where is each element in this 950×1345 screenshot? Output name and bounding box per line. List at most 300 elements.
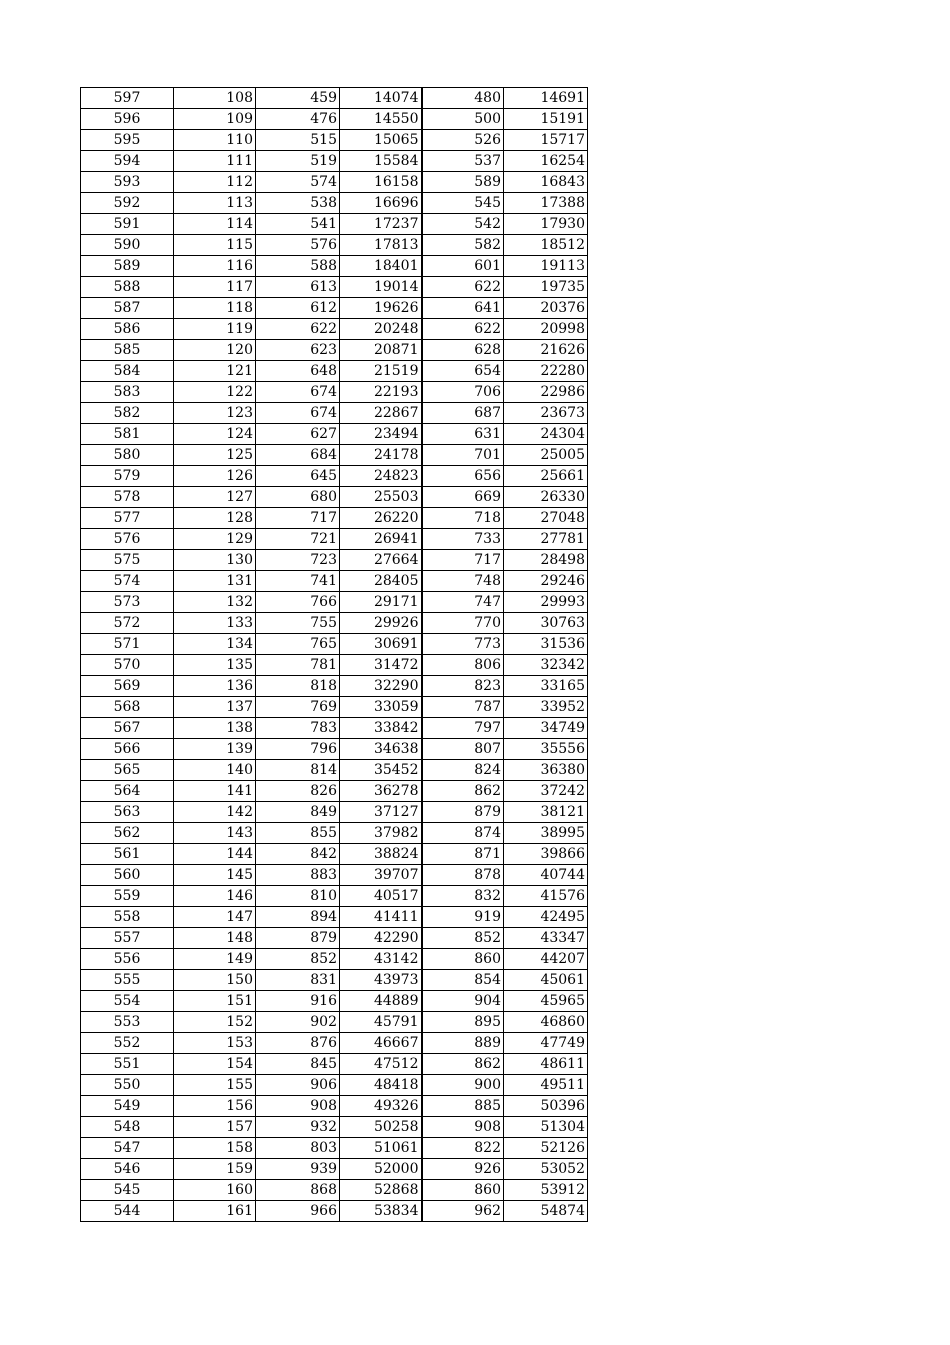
table-cell: 136 [174, 676, 256, 697]
table-row [81, 550, 588, 571]
table-cell: 33952 [504, 697, 588, 718]
table-cell: 155 [174, 1075, 256, 1096]
table-cell: 589 [81, 256, 174, 277]
table-cell: 572 [81, 613, 174, 634]
table-row [81, 697, 588, 718]
table-cell: 21519 [340, 361, 422, 382]
table-cell: 142 [174, 802, 256, 823]
table-cell: 581 [81, 424, 174, 445]
table-cell: 916 [256, 991, 340, 1012]
table-cell: 17813 [340, 235, 422, 256]
table-cell: 860 [422, 949, 504, 970]
table-cell: 112 [174, 172, 256, 193]
table-cell: 656 [422, 466, 504, 487]
table-cell: 560 [81, 865, 174, 886]
table-cell: 37242 [504, 781, 588, 802]
table-row [81, 319, 588, 340]
table-cell: 966 [256, 1201, 340, 1222]
table-cell: 580 [81, 445, 174, 466]
table-cell: 118 [174, 298, 256, 319]
table-cell: 554 [81, 991, 174, 1012]
table-cell: 40744 [504, 865, 588, 886]
table-cell: 831 [256, 970, 340, 991]
table-cell: 908 [256, 1096, 340, 1117]
table-cell: 25661 [504, 466, 588, 487]
table-cell: 577 [81, 508, 174, 529]
table-cell: 538 [256, 193, 340, 214]
table-cell: 34638 [340, 739, 422, 760]
table-cell: 148 [174, 928, 256, 949]
table-cell: 29993 [504, 592, 588, 613]
table-cell: 878 [422, 865, 504, 886]
table-cell: 567 [81, 718, 174, 739]
table-cell: 29246 [504, 571, 588, 592]
table-cell: 459 [256, 88, 340, 109]
table-cell: 42290 [340, 928, 422, 949]
table-cell: 601 [422, 256, 504, 277]
table-cell: 718 [422, 508, 504, 529]
table-cell: 545 [81, 1180, 174, 1201]
table-cell: 32290 [340, 676, 422, 697]
table-cell: 139 [174, 739, 256, 760]
table-cell: 545 [422, 193, 504, 214]
table-cell: 42495 [504, 907, 588, 928]
table-cell: 796 [256, 739, 340, 760]
table-row [81, 865, 588, 886]
table-cell: 550 [81, 1075, 174, 1096]
table-cell: 755 [256, 613, 340, 634]
table-cell: 25503 [340, 487, 422, 508]
table-cell: 895 [422, 1012, 504, 1033]
table-row [81, 1033, 588, 1054]
table-cell: 584 [81, 361, 174, 382]
table-cell: 806 [422, 655, 504, 676]
table-cell: 24823 [340, 466, 422, 487]
table-cell: 24178 [340, 445, 422, 466]
table-cell: 138 [174, 718, 256, 739]
table-cell: 586 [81, 319, 174, 340]
table-row [81, 886, 588, 907]
table-cell: 591 [81, 214, 174, 235]
table-cell: 674 [256, 382, 340, 403]
table-cell: 22986 [504, 382, 588, 403]
table-cell: 16843 [504, 172, 588, 193]
table-cell: 119 [174, 319, 256, 340]
table-cell: 117 [174, 277, 256, 298]
table-cell: 578 [81, 487, 174, 508]
table-cell: 648 [256, 361, 340, 382]
table-row [81, 403, 588, 424]
table-cell: 823 [422, 676, 504, 697]
table-cell: 568 [81, 697, 174, 718]
table-row [81, 1096, 588, 1117]
table-cell: 33059 [340, 697, 422, 718]
table-cell: 154 [174, 1054, 256, 1075]
table-cell: 576 [81, 529, 174, 550]
table-row [81, 1054, 588, 1075]
table-cell: 23673 [504, 403, 588, 424]
table-cell: 641 [422, 298, 504, 319]
table-cell: 110 [174, 130, 256, 151]
table-cell: 140 [174, 760, 256, 781]
table-cell: 26330 [504, 487, 588, 508]
table-cell: 20998 [504, 319, 588, 340]
table-cell: 17930 [504, 214, 588, 235]
table-cell: 871 [422, 844, 504, 865]
table-cell: 883 [256, 865, 340, 886]
table-cell: 962 [422, 1201, 504, 1222]
table-cell: 868 [256, 1180, 340, 1201]
table-row [81, 1201, 588, 1222]
table-cell: 53052 [504, 1159, 588, 1180]
table-cell: 132 [174, 592, 256, 613]
table-row [81, 214, 588, 235]
table-row [81, 445, 588, 466]
table-cell: 129 [174, 529, 256, 550]
table-row [81, 991, 588, 1012]
table-cell: 814 [256, 760, 340, 781]
table-cell: 926 [422, 1159, 504, 1180]
table-cell: 21626 [504, 340, 588, 361]
table-cell: 544 [81, 1201, 174, 1222]
table-cell: 137 [174, 697, 256, 718]
table-row [81, 1012, 588, 1033]
table-cell: 832 [422, 886, 504, 907]
table-cell: 582 [422, 235, 504, 256]
table-cell: 43347 [504, 928, 588, 949]
table-cell: 597 [81, 88, 174, 109]
table-cell: 549 [81, 1096, 174, 1117]
table-cell: 45965 [504, 991, 588, 1012]
table-cell: 39707 [340, 865, 422, 886]
table-cell: 19735 [504, 277, 588, 298]
table-cell: 797 [422, 718, 504, 739]
table-cell: 574 [256, 172, 340, 193]
table-cell: 906 [256, 1075, 340, 1096]
table-cell: 33842 [340, 718, 422, 739]
table-row [81, 277, 588, 298]
table-cell: 842 [256, 844, 340, 865]
table-cell: 121 [174, 361, 256, 382]
table-row [81, 970, 588, 991]
table-cell: 723 [256, 550, 340, 571]
table-cell: 566 [81, 739, 174, 760]
table-row [81, 718, 588, 739]
table-cell: 146 [174, 886, 256, 907]
table-cell: 19626 [340, 298, 422, 319]
table-cell: 47512 [340, 1054, 422, 1075]
table-row [81, 928, 588, 949]
table-cell: 33165 [504, 676, 588, 697]
table-cell: 50258 [340, 1117, 422, 1138]
table-cell: 30763 [504, 613, 588, 634]
table-cell: 741 [256, 571, 340, 592]
table-cell: 876 [256, 1033, 340, 1054]
table-cell: 787 [422, 697, 504, 718]
table-row [81, 655, 588, 676]
table-cell: 852 [422, 928, 504, 949]
table-cell: 157 [174, 1117, 256, 1138]
table-cell: 39866 [504, 844, 588, 865]
table-cell: 849 [256, 802, 340, 823]
table-cell: 526 [422, 130, 504, 151]
table-cell: 25005 [504, 445, 588, 466]
table-cell: 596 [81, 109, 174, 130]
table-cell: 623 [256, 340, 340, 361]
table-cell: 128 [174, 508, 256, 529]
table-cell: 575 [81, 550, 174, 571]
table-cell: 53834 [340, 1201, 422, 1222]
table-cell: 874 [422, 823, 504, 844]
table-cell: 862 [422, 1054, 504, 1075]
table-row [81, 802, 588, 823]
table-cell: 680 [256, 487, 340, 508]
table-cell: 570 [81, 655, 174, 676]
table-cell: 20871 [340, 340, 422, 361]
table-cell: 27048 [504, 508, 588, 529]
table-cell: 36380 [504, 760, 588, 781]
table-cell: 519 [256, 151, 340, 172]
table-cell: 26220 [340, 508, 422, 529]
table-cell: 49326 [340, 1096, 422, 1117]
table-cell: 29171 [340, 592, 422, 613]
table-cell: 15584 [340, 151, 422, 172]
table-cell: 818 [256, 676, 340, 697]
table-cell: 22193 [340, 382, 422, 403]
table-row [81, 844, 588, 865]
table-cell: 583 [81, 382, 174, 403]
table-cell: 18512 [504, 235, 588, 256]
table-row [81, 340, 588, 361]
table-cell: 551 [81, 1054, 174, 1075]
table-cell: 939 [256, 1159, 340, 1180]
table-row [81, 256, 588, 277]
table-row [81, 760, 588, 781]
table-row [81, 1180, 588, 1201]
table-cell: 476 [256, 109, 340, 130]
table-row [81, 298, 588, 319]
table-cell: 592 [81, 193, 174, 214]
table-cell: 17237 [340, 214, 422, 235]
table-cell: 548 [81, 1117, 174, 1138]
table-cell: 28498 [504, 550, 588, 571]
table-cell: 20248 [340, 319, 422, 340]
table-cell: 111 [174, 151, 256, 172]
table-cell: 44207 [504, 949, 588, 970]
table-cell: 114 [174, 214, 256, 235]
table-cell: 27664 [340, 550, 422, 571]
table-cell: 908 [422, 1117, 504, 1138]
table-cell: 860 [422, 1180, 504, 1201]
table-cell: 571 [81, 634, 174, 655]
table-cell: 135 [174, 655, 256, 676]
table-row [81, 1159, 588, 1180]
table-row [81, 382, 588, 403]
table-row [81, 571, 588, 592]
table-cell: 16158 [340, 172, 422, 193]
table-cell: 612 [256, 298, 340, 319]
table-cell: 22280 [504, 361, 588, 382]
table-cell: 17388 [504, 193, 588, 214]
table-row [81, 151, 588, 172]
table-row [81, 424, 588, 445]
table-cell: 124 [174, 424, 256, 445]
table-cell: 45061 [504, 970, 588, 991]
table-cell: 143 [174, 823, 256, 844]
table-cell: 31536 [504, 634, 588, 655]
table-cell: 34749 [504, 718, 588, 739]
table-cell: 803 [256, 1138, 340, 1159]
table-cell: 49511 [504, 1075, 588, 1096]
table-cell: 153 [174, 1033, 256, 1054]
table-cell: 889 [422, 1033, 504, 1054]
table-cell: 561 [81, 844, 174, 865]
table-cell: 54874 [504, 1201, 588, 1222]
table-row [81, 907, 588, 928]
table-cell: 141 [174, 781, 256, 802]
table-cell: 807 [422, 739, 504, 760]
table-cell: 158 [174, 1138, 256, 1159]
table-cell: 721 [256, 529, 340, 550]
table-cell: 109 [174, 109, 256, 130]
table-cell: 573 [81, 592, 174, 613]
score-table-body [81, 88, 588, 1222]
table-row [81, 193, 588, 214]
table-cell: 46860 [504, 1012, 588, 1033]
table-cell: 590 [81, 235, 174, 256]
table-cell: 574 [81, 571, 174, 592]
table-cell: 32342 [504, 655, 588, 676]
table-cell: 52000 [340, 1159, 422, 1180]
table-cell: 854 [422, 970, 504, 991]
table-cell: 627 [256, 424, 340, 445]
table-cell: 160 [174, 1180, 256, 1201]
table-cell: 555 [81, 970, 174, 991]
table-cell: 51061 [340, 1138, 422, 1159]
table-row [81, 676, 588, 697]
table-cell: 576 [256, 235, 340, 256]
table-cell: 43973 [340, 970, 422, 991]
table-cell: 852 [256, 949, 340, 970]
table-cell: 622 [422, 319, 504, 340]
table-cell: 30691 [340, 634, 422, 655]
table-cell: 783 [256, 718, 340, 739]
table-cell: 125 [174, 445, 256, 466]
table-cell: 717 [256, 508, 340, 529]
table-cell: 28405 [340, 571, 422, 592]
table-cell: 41411 [340, 907, 422, 928]
table-cell: 149 [174, 949, 256, 970]
table-cell: 122 [174, 382, 256, 403]
table-cell: 24304 [504, 424, 588, 445]
table-cell: 16696 [340, 193, 422, 214]
table-cell: 684 [256, 445, 340, 466]
table-cell: 562 [81, 823, 174, 844]
table-cell: 593 [81, 172, 174, 193]
table-cell: 585 [81, 340, 174, 361]
table-row [81, 361, 588, 382]
table-cell: 773 [422, 634, 504, 655]
table-cell: 47749 [504, 1033, 588, 1054]
table-row [81, 466, 588, 487]
table-row [81, 1075, 588, 1096]
table-cell: 645 [256, 466, 340, 487]
table-cell: 115 [174, 235, 256, 256]
table-row [81, 949, 588, 970]
table-cell: 824 [422, 760, 504, 781]
table-cell: 16254 [504, 151, 588, 172]
table-cell: 44889 [340, 991, 422, 1012]
table-cell: 546 [81, 1159, 174, 1180]
table-cell: 52126 [504, 1138, 588, 1159]
table-cell: 631 [422, 424, 504, 445]
table-cell: 113 [174, 193, 256, 214]
table-cell: 120 [174, 340, 256, 361]
table-cell: 588 [256, 256, 340, 277]
table-row [81, 634, 588, 655]
table-cell: 131 [174, 571, 256, 592]
table-cell: 130 [174, 550, 256, 571]
table-row [81, 130, 588, 151]
table-cell: 151 [174, 991, 256, 1012]
table-cell: 29926 [340, 613, 422, 634]
table-cell: 38824 [340, 844, 422, 865]
table-row [81, 487, 588, 508]
table-cell: 48611 [504, 1054, 588, 1075]
table-row [81, 823, 588, 844]
table-row [81, 235, 588, 256]
table-cell: 48418 [340, 1075, 422, 1096]
table-cell: 654 [422, 361, 504, 382]
table-cell: 706 [422, 382, 504, 403]
table-cell: 628 [422, 340, 504, 361]
table-cell: 45791 [340, 1012, 422, 1033]
table-cell: 769 [256, 697, 340, 718]
table-cell: 559 [81, 886, 174, 907]
table-cell: 885 [422, 1096, 504, 1117]
table-cell: 27781 [504, 529, 588, 550]
table-cell: 127 [174, 487, 256, 508]
table-cell: 50396 [504, 1096, 588, 1117]
table-cell: 595 [81, 130, 174, 151]
table-cell: 541 [256, 214, 340, 235]
table-cell: 563 [81, 802, 174, 823]
table-cell: 37982 [340, 823, 422, 844]
table-cell: 40517 [340, 886, 422, 907]
table-cell: 134 [174, 634, 256, 655]
table-row [81, 1117, 588, 1138]
table-row [81, 88, 588, 109]
table-cell: 810 [256, 886, 340, 907]
table-cell: 31472 [340, 655, 422, 676]
table-row [81, 109, 588, 130]
table-cell: 748 [422, 571, 504, 592]
table-row [81, 529, 588, 550]
table-cell: 588 [81, 277, 174, 298]
table-cell: 23494 [340, 424, 422, 445]
table-cell: 145 [174, 865, 256, 886]
table-cell: 587 [81, 298, 174, 319]
table-cell: 38995 [504, 823, 588, 844]
table-row [81, 1138, 588, 1159]
table-cell: 770 [422, 613, 504, 634]
table-cell: 569 [81, 676, 174, 697]
table-cell: 579 [81, 466, 174, 487]
table-cell: 14550 [340, 109, 422, 130]
table-cell: 701 [422, 445, 504, 466]
table-cell: 589 [422, 172, 504, 193]
table-cell: 36278 [340, 781, 422, 802]
